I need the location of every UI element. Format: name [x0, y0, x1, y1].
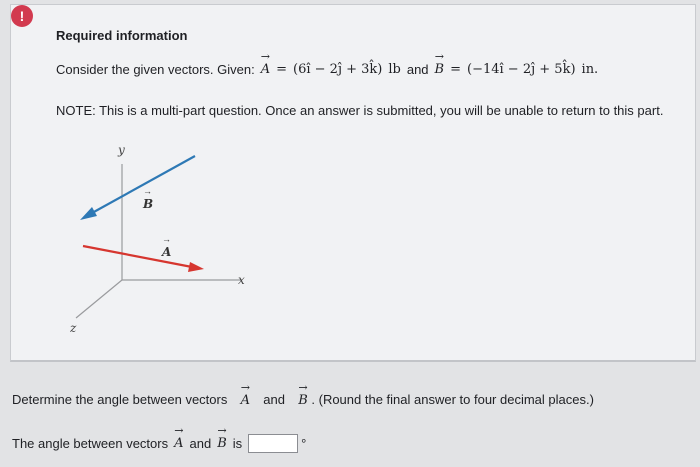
- given-vectors-statement: [56, 62, 598, 77]
- y-axis-label: y: [118, 143, 125, 157]
- x-axis-label: x: [238, 273, 245, 287]
- answer-prefix: The angle between vectors: [12, 436, 169, 451]
- answer-vector-b: → B: [217, 436, 227, 451]
- question-suffix: . (Round the final answer to four decimal places.): [311, 392, 594, 407]
- vector-diagram: [70, 140, 290, 345]
- answer-and: and: [189, 436, 212, 451]
- vector-a-arrowhead: [188, 262, 204, 272]
- vector-b-arrowhead: [80, 207, 97, 220]
- answer-vector-a: → A: [174, 436, 183, 451]
- vector-a-unit: lb: [388, 62, 401, 77]
- question-vector-a: → A: [241, 393, 250, 408]
- vector-a-arrow: [83, 246, 192, 267]
- question-vector-b: → B: [298, 393, 308, 408]
- equals-sign-b: =: [450, 62, 462, 77]
- vector-b-unit: in.: [581, 62, 599, 77]
- vector-a-label-arrow: →: [162, 234, 171, 244]
- vector-b-label-arrow: →: [143, 186, 152, 196]
- and-text: and: [406, 62, 429, 77]
- alert-icon: !: [11, 5, 33, 27]
- z-axis: [76, 280, 122, 318]
- question-text: [12, 392, 594, 408]
- question-prefix: Determine the angle between vectors: [12, 392, 228, 407]
- vector-a-label: A: [162, 245, 172, 259]
- answer-row: [12, 434, 306, 453]
- degree-unit: °: [301, 436, 307, 451]
- equals-sign: =: [276, 62, 288, 77]
- note-text: NOTE: This is a multi-part question. Once an answer is submitted, you will be unable to return to this part.: [56, 103, 664, 118]
- vector-a-value: (6î − 2ĵ + 3k̂): [293, 62, 383, 77]
- z-axis-label: z: [70, 321, 77, 335]
- vector-a-symbol: → A: [261, 62, 270, 77]
- given-lead-text: Consider the given vectors. Given:: [56, 62, 255, 77]
- question-and: and: [263, 392, 285, 407]
- angle-answer-input[interactable]: [248, 434, 298, 453]
- page-title: Required information: [56, 28, 188, 43]
- answer-is: is: [232, 436, 243, 451]
- vector-b-label: B: [143, 197, 154, 211]
- vector-b-value: (−14î − 2ĵ + 5k̂): [467, 62, 576, 77]
- vector-b-symbol: → B: [435, 62, 445, 77]
